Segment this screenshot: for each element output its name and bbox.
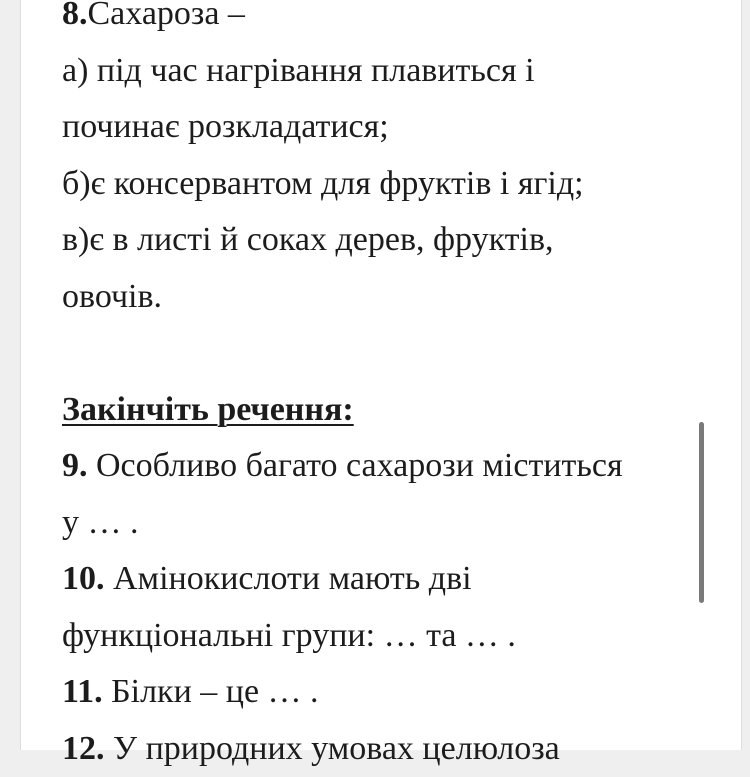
- question-8-option-a: а) під час нагрівання плавиться і: [62, 43, 722, 100]
- question-8-title-line: [62, 0, 722, 43]
- section-heading: Закінчіть речення:: [62, 391, 354, 428]
- blank-line: [62, 325, 722, 382]
- question-8-option-c: в)є в листі й соках дерев, фруктів,: [62, 212, 722, 269]
- document-page: [20, 0, 742, 750]
- question-8-number: 8.: [62, 0, 88, 32]
- question-8-option-c-cont: овочів.: [62, 269, 722, 326]
- question-9-number: 9.: [62, 447, 88, 484]
- question-10-line-2: функціональні групи: … та … .: [62, 608, 722, 665]
- question-10-text: Амінокислоти мають дві: [105, 560, 472, 597]
- question-11-number: 11.: [62, 673, 103, 710]
- document-content: [62, 0, 722, 777]
- question-10-line-1: [62, 551, 722, 608]
- question-12-line-1: [62, 721, 722, 777]
- question-12-text: У природних умовах целюлоза: [105, 730, 560, 767]
- question-9-line-2: у … .: [62, 495, 722, 552]
- section-heading-line: [62, 382, 722, 439]
- question-8-title: Сахароза –: [88, 0, 245, 32]
- question-11-text: Білки – це … .: [103, 673, 319, 710]
- question-12-number: 12.: [62, 730, 105, 767]
- question-9-text: Особливо багато сахарози міститься: [88, 447, 623, 484]
- question-9-line-1: [62, 438, 722, 495]
- question-8-option-a-cont: починає розкладатися;: [62, 99, 722, 156]
- vertical-scrollbar[interactable]: [699, 422, 704, 603]
- question-11-line-1: [62, 664, 722, 721]
- question-10-number: 10.: [62, 560, 105, 597]
- question-8-option-b: б)є консервантом для фруктів і ягід;: [62, 156, 722, 213]
